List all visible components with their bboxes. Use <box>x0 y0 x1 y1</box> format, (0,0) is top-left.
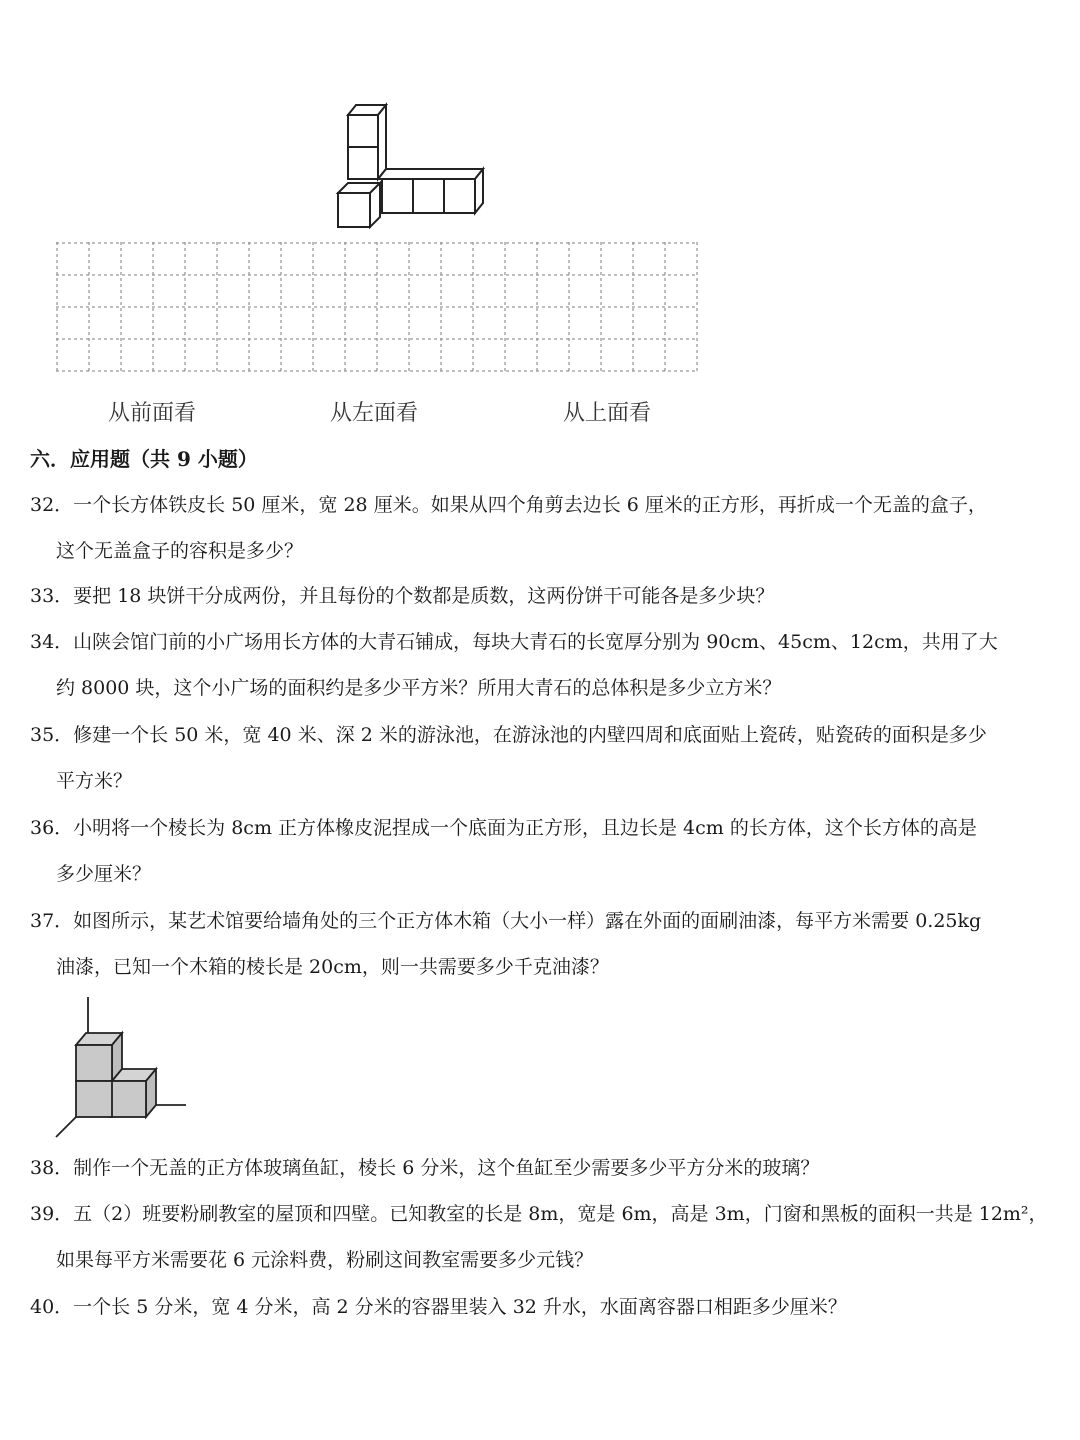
question-36-line2: 多少厘米？ <box>56 863 152 885</box>
view-label-top: 从上面看 <box>563 401 652 426</box>
question-40-line1: 40．一个长 5 分米，宽 4 分米，高 2 分米的容器里装入 32 升水，水面离容器口相距多少厘米？ <box>30 1296 847 1318</box>
question-36 <box>30 805 1050 897</box>
question-34-line2: 约 8000 块，这个小广场的面积约是多少平方米？所用大青石的总体积是多少立方米？ <box>56 677 782 699</box>
question-37-line2: 油漆，已知一个木箱的棱长是 20cm，则一共需要多少千克油漆？ <box>56 956 609 978</box>
section-title: 六．应用题（共 9 小题） <box>30 447 258 471</box>
question-35-line2: 平方米？ <box>56 770 133 792</box>
question-32-line1: 32．一个长方体铁皮长 50 厘米，宽 28 厘米。如果从四个角剪去边长 6 厘米的正方形，再折成一个无盖的盒子， <box>30 494 987 516</box>
question-35-line1: 35．修建一个长 50 米，宽 40 米、深 2 米的游泳池，在游泳池的内壁四周和底面贴上瓷砖，贴瓷砖的面积是多少 <box>30 724 987 746</box>
view-label-left: 从左面看 <box>330 401 419 426</box>
question-37-line1: 37．如图所示，某艺术馆要给墙角处的三个正方体木箱（大小一样）露在外面的面刷油漆，每平方米需要 0.25kg <box>30 910 982 932</box>
question-38 <box>30 1145 1050 1191</box>
question-32 <box>30 482 1050 574</box>
question-40 <box>30 1284 1050 1330</box>
question-36-line1: 36．小明将一个棱长为 8cm 正方体橡皮泥捏成一个底面为正方形，且边长是 4cm 的长方体，这个长方体的高是 <box>30 817 977 839</box>
dotted-grid <box>56 242 700 372</box>
question-34 <box>30 619 1050 711</box>
question-33 <box>30 573 1050 619</box>
question-34-line1: 34．山陕会馆门前的小广场用长方体的大青石铺成，每块大青石的长宽厚分别为 90cm、45cm、12cm，共用了大 <box>30 631 998 653</box>
question-37 <box>30 898 1050 990</box>
question-39-line1: 39．五（2）班要粉刷教室的屋顶和四壁。已知教室的长是 8m，宽是 6m，高是 3m，门窗和黑板的面积一共是 12m²， <box>30 1203 1048 1225</box>
question-39 <box>30 1191 1050 1283</box>
cube-stack-figure <box>330 95 500 235</box>
question-39-line2: 如果每平方米需要花 6 元涂料费，粉刷这间教室需要多少元钱？ <box>56 1249 594 1271</box>
question-33-line1: 33．要把 18 块饼干分成两份，并且每份的个数都是质数，这两份饼干可能各是多少块？ <box>30 585 775 607</box>
question-32-line2: 这个无盖盒子的容积是多少？ <box>56 540 304 562</box>
question-35 <box>30 712 1050 804</box>
corner-boxes-figure <box>52 995 192 1140</box>
view-label-front: 从前面看 <box>108 401 197 426</box>
question-38-line1: 38．制作一个无盖的正方体玻璃鱼缸，棱长 6 分米，这个鱼缸至少需要多少平方分米的玻璃？ <box>30 1157 820 1179</box>
